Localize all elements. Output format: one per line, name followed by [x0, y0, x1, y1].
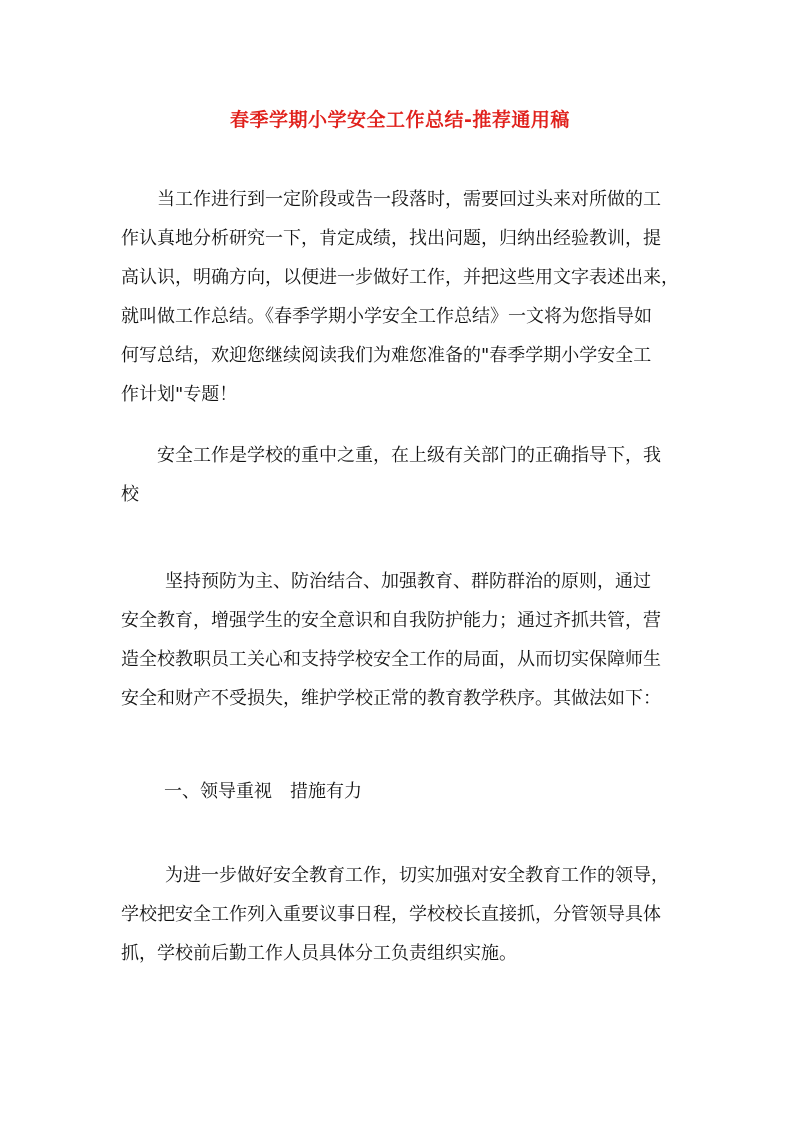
principle-paragraph: [121, 562, 711, 718]
paragraph-line: 学校把安全工作列入重要议事日程，学校校长直接抓，分管领导具体: [121, 904, 661, 925]
paragraph-line: 何写总结，欢迎您继续阅读我们为难您准备的"春季学期小学安全工: [121, 345, 652, 366]
paragraph-line: 校: [121, 484, 139, 505]
intro-paragraph: [121, 180, 701, 414]
paragraph-line: 抓，学校前后勤工作人员具体分工负责组织实施。: [121, 943, 517, 964]
paragraph-line: 作认真地分析研究一下，肯定成绩，找出问题，归纳出经验教训，提: [121, 228, 661, 249]
section-heading-text: 一、领导重视 措施有力: [164, 781, 362, 802]
paragraph-line: 安全和财产不受损失，维护学校正常的教育教学秩序。其做法如下：: [121, 688, 661, 709]
paragraph-line: 安全工作是学校的重中之重，在上级有关部门的正确指导下，我: [157, 445, 661, 466]
paragraph-line: 造全校教职员工关心和支持学校安全工作的局面，从而切实保障师生: [121, 649, 661, 670]
paragraph-line: 当工作进行到一定阶段或告一段落时，需要回过头来对所做的工: [157, 189, 661, 210]
page-title: 春季学期小学安全工作总结-推荐通用稿: [230, 109, 570, 131]
paragraph-line: 坚持预防为主、防治结合、加强教育、群防群治的原则，通过: [165, 571, 651, 592]
section-heading: [164, 772, 564, 811]
paragraph-line: 为进一步做好安全教育工作，切实加强对安全教育工作的领导，: [165, 865, 669, 886]
paragraph-line: 作计划"专题！: [121, 384, 238, 405]
safety-paragraph: [121, 436, 701, 514]
paragraph-line: 安全教育，增强学生的安全意识和自我防护能力；通过齐抓共管，营: [121, 610, 661, 631]
paragraph-line: 就叫做工作总结。《春季学期小学安全工作总结》一文将为您指导如: [121, 306, 652, 327]
paragraph-line: 高认识，明确方向，以便进一步做好工作，并把这些用文字表述出来，: [121, 267, 679, 288]
leadership-paragraph: [121, 856, 711, 973]
